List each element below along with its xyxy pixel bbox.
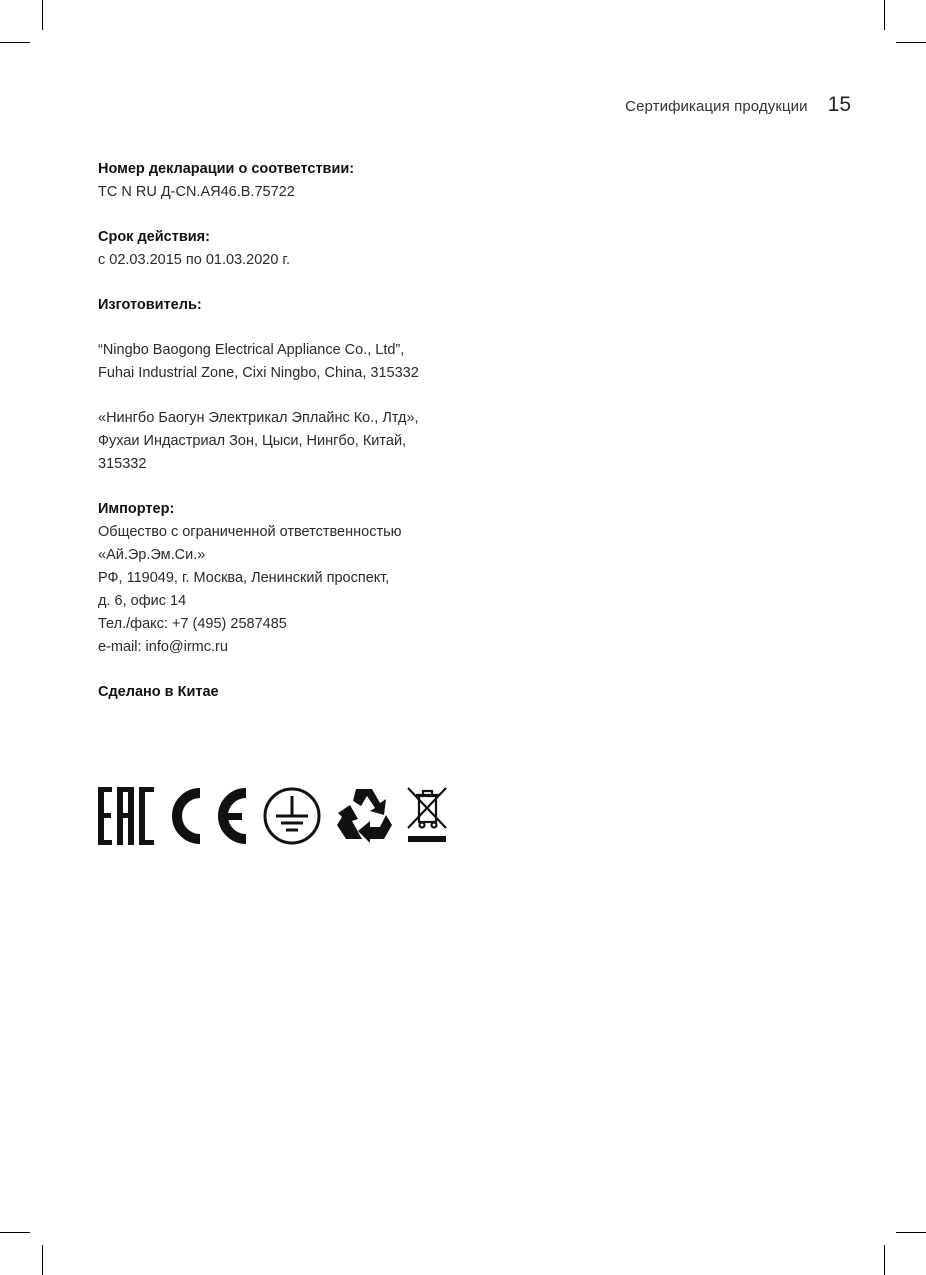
page-header bbox=[625, 93, 851, 117]
declaration-number: ТС N RU Д-CN.АЯ46.В.75722 bbox=[98, 184, 295, 200]
importer-phone: Тел./факс: +7 (495) 2587485 bbox=[98, 616, 287, 632]
section-title: Сертификация продукции bbox=[625, 98, 808, 115]
validity-period: с 02.03.2015 по 01.03.2020 г. bbox=[98, 252, 290, 268]
importer-line: «Ай.Эр.Эм.Си.» bbox=[98, 547, 206, 563]
manufacturer-address-line: «Нингбо Баогун Электрикал Эплайнс Ко., Лтд», bbox=[98, 410, 419, 426]
crop-mark bbox=[884, 0, 885, 30]
crop-mark bbox=[884, 1245, 885, 1275]
recycle-icon bbox=[334, 787, 394, 845]
validity-label: Срок действия: bbox=[98, 229, 210, 245]
crop-mark bbox=[896, 42, 926, 43]
manufacturer-address-line: 315332 bbox=[98, 456, 147, 472]
page-number: 15 bbox=[827, 93, 851, 116]
crop-mark bbox=[0, 42, 30, 43]
crop-mark bbox=[0, 1232, 30, 1233]
importer-email: e-mail: info@irmc.ru bbox=[98, 639, 228, 655]
origin-label: Сделано в Китае bbox=[98, 684, 219, 700]
manufacturer-label: Изготовитель: bbox=[98, 297, 202, 313]
certification-content bbox=[98, 158, 518, 704]
crop-mark bbox=[896, 1232, 926, 1233]
eac-mark-icon bbox=[98, 787, 158, 845]
crop-mark bbox=[42, 0, 43, 30]
certification-marks bbox=[98, 786, 450, 846]
importer-label: Импортер: bbox=[98, 501, 175, 517]
ce-mark-icon bbox=[168, 787, 252, 845]
earth-ground-icon bbox=[262, 786, 322, 846]
weee-crossed-bin-icon bbox=[406, 786, 450, 846]
crop-mark bbox=[42, 1245, 43, 1275]
importer-line: РФ, 119049, г. Москва, Ленинский проспект, bbox=[98, 570, 390, 586]
declaration-label: Номер декларации о соответствии: bbox=[98, 161, 355, 177]
manufacturer-address-line: “Ningbo Baogong Electrical Appliance Co., Ltd”, bbox=[98, 342, 405, 358]
manufacturer-address-line: Фухаи Индастриал Зон, Цыси, Нингбо, Китай, bbox=[98, 433, 407, 449]
manufacturer-address-line: Fuhai Industrial Zone, Cixi Ningbo, China, 315332 bbox=[98, 365, 419, 381]
importer-line: Общество с ограниченной ответственностью bbox=[98, 524, 402, 540]
importer-line: д. 6, офис 14 bbox=[98, 593, 187, 609]
